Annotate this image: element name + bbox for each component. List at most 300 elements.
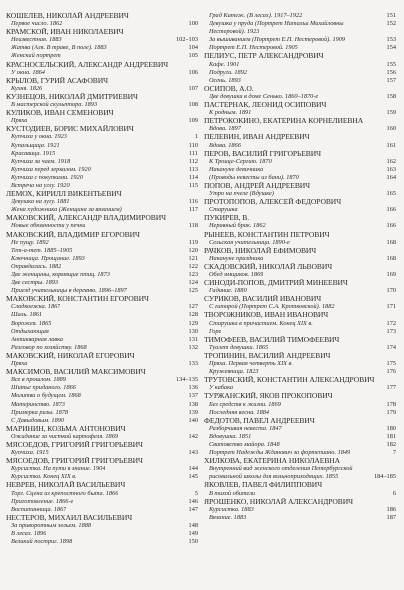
artwork-title: Воспитанница. 1867 [11, 505, 67, 513]
page-number: 175 [386, 360, 396, 368]
artwork-title: рисовальной школы для вольноприходящих. 1855 [209, 473, 339, 481]
page-number: 100 [188, 20, 198, 28]
artwork-entry [6, 538, 198, 546]
artwork-entry [204, 368, 396, 376]
artwork-entry [6, 198, 198, 206]
artwork-title: Жатва (Аля. В траве, В поле). 1883 [11, 44, 107, 52]
artwork-title: Кафе. 1901 [209, 60, 240, 68]
page-number: 176 [386, 368, 396, 376]
artwork-title: Подруги. 1892 [209, 68, 248, 76]
artwork-title: Горе [209, 327, 222, 335]
page-number: 112 [188, 157, 198, 165]
artwork-title: (Проводы невесты из бани). 1870 [209, 173, 299, 181]
artwork-entry [6, 409, 198, 417]
page-number: 138 [188, 400, 198, 408]
artwork-entry [6, 36, 198, 44]
artwork-title: Старушка [209, 206, 238, 214]
artwork-entry [6, 506, 198, 514]
artist-name: КОШЕЛЕВ, НИКОЛАЙ АНДРЕЕВИЧ [6, 12, 129, 20]
artwork-entry [6, 182, 198, 190]
artist-name: ТРОПИНИН, ВАСИЛИЙ АНДРЕЕВИЧ [204, 351, 331, 360]
page-number: 146 [188, 497, 198, 505]
artwork-entry [204, 465, 396, 473]
artwork-entry [204, 125, 396, 133]
artwork-entry [204, 222, 396, 230]
artwork-title: У окна. 1864 [11, 68, 45, 76]
page-number: 6 [392, 489, 396, 497]
artist-heading [6, 514, 198, 522]
artwork-title: Разговор по хозяйству. 1868 [11, 343, 87, 351]
artwork-title: За вышиванием (Портрет Е.П. Нестеровой). 1909 [209, 36, 346, 44]
artwork-entry [6, 166, 198, 174]
artist-name: ПЕРОВ, ВАСИЛИЙ ГРИГОРЬЕВИЧ [204, 149, 321, 158]
artwork-entry [6, 384, 198, 392]
artist-name: СКАДОВСКИЙ, НИКОЛАЙ ЛЬВОВИЧ [204, 262, 333, 271]
artwork-entry [204, 344, 396, 352]
artwork-entry [6, 376, 198, 384]
page-number: 118 [188, 222, 198, 230]
artwork-entry [6, 530, 198, 538]
artist-name: РАЧКОВ, НИКОЛАЙ ЕФИМОВИЧ [204, 246, 317, 255]
artwork-title: Купчиха за чаем. 1918 [11, 157, 71, 165]
artwork-entry [204, 401, 396, 409]
page-number: 161 [386, 141, 396, 149]
artist-name: КРАМСКОЙ, ИВАН НИКОЛАЕВИЧ [6, 28, 124, 37]
artwork-entry [6, 490, 198, 498]
artwork-title: Встреча на углу. 1920 [11, 181, 70, 189]
artwork-title: Первое число. 1862 [11, 20, 63, 28]
page-number: 132 [188, 343, 198, 351]
page-number: 109 [188, 117, 198, 125]
artwork-entry [6, 158, 198, 166]
artwork-entry [6, 336, 198, 344]
artwork-entry [6, 101, 198, 109]
artwork-entry [204, 506, 396, 514]
artwork-entry [204, 384, 396, 392]
artwork-title: Купчиха с покупками. 1920 [11, 173, 83, 181]
artwork-entry [6, 20, 198, 28]
artwork-title: Тет-а-тет. 1885–1905 [11, 246, 73, 254]
artist-name: ФЕДОТОВ, ПАВЕЛ АНДРЕЕВИЧ [204, 416, 315, 425]
artist-name: КУЛИКОВ, ИВАН СЕМЕНОВИЧ [6, 109, 114, 118]
artist-heading [204, 52, 396, 60]
page-number: 187 [386, 513, 396, 521]
artwork-entry [204, 490, 396, 498]
page-number: 142 [188, 432, 198, 440]
artwork-title: Накануне девичника [209, 165, 264, 173]
page-number: 182 [386, 440, 396, 448]
page-number: 121 [188, 254, 198, 262]
artwork-title: Отдыхающая [11, 327, 49, 335]
artwork-entry [6, 433, 198, 441]
artwork-entry [6, 498, 198, 506]
artwork-entry [204, 61, 396, 69]
page-number: 131 [188, 335, 198, 343]
page-number: 128 [188, 311, 198, 319]
artwork-entry [6, 69, 198, 77]
artwork-title: Две сестры. 1893 [11, 279, 59, 287]
artwork-entry [204, 190, 396, 198]
artist-heading [204, 263, 396, 271]
artwork-title: Материнство. 1873 [11, 400, 65, 408]
artist-name: СУРИКОВ, ВАСИЛИЙ ИВАНОВИЧ [204, 295, 322, 304]
index-right-column [204, 12, 396, 584]
artist-heading [6, 190, 198, 198]
page-number: 144 [188, 465, 198, 473]
page-number: 137 [188, 392, 198, 400]
artist-heading [6, 125, 198, 133]
artist-heading [204, 279, 396, 287]
artist-heading [204, 481, 396, 489]
artist-name: ТВОРОЖНИКОВ, ИВАН ИВАНОВИЧ [204, 311, 329, 320]
artwork-title: Накануне праздника [209, 254, 264, 262]
artwork-title: Курсистка. Конец XIX в. [11, 473, 77, 481]
page-number: 105 [188, 52, 198, 60]
artist-heading [204, 182, 396, 190]
page-number: 113 [188, 165, 198, 173]
page-number: 129 [188, 319, 198, 327]
artwork-entry [204, 433, 396, 441]
artwork-entry [6, 52, 198, 60]
artwork-title: К Троице-Сергию. 1870 [209, 157, 272, 165]
page-number: 147 [188, 505, 198, 513]
page-number: 154 [386, 44, 396, 52]
artist-heading [6, 28, 198, 36]
artist-name: МАРИНИН, КОЗЬМА АНТОНОВИЧ [6, 424, 126, 433]
page-number: 133 [188, 360, 198, 368]
artwork-title: Вдова. 1866 [209, 141, 241, 149]
artwork-title: Портрет Е.П. Нестеровой. 1905 [209, 44, 298, 52]
artwork-title: Шаль. 1861 [11, 311, 43, 319]
artwork-entry [6, 417, 198, 425]
artwork-title: Ожидание за чисткой картофеля. 1869 [11, 432, 119, 440]
artwork-title: С гитарой (Портрет С.А. Кротковской). 1882 [209, 303, 335, 311]
artwork-title: Разборчивая невеста. 1847 [209, 424, 282, 432]
page-number: 186 [386, 505, 396, 513]
artwork-title: Красавица. 1915 [11, 149, 56, 157]
artwork-title: Обед ямщиков. 1869 [209, 271, 264, 278]
artwork-title: Антикварная лавка [11, 335, 64, 343]
artwork-entry [204, 158, 396, 166]
artist-heading [6, 425, 198, 433]
artwork-entry [6, 392, 198, 400]
page-number: 117 [188, 206, 198, 214]
page-number: 179 [386, 408, 396, 416]
artwork-entry [6, 522, 198, 530]
artwork-entry [6, 150, 198, 158]
artist-heading [204, 376, 396, 384]
artist-heading [6, 12, 198, 20]
artwork-title: Приезд учительницы в деревню. 1896–1897 [11, 287, 127, 295]
artwork-title: Шитье приданого. 1866 [11, 384, 76, 392]
artwork-title: За приворотным зельем. 1888 [11, 521, 92, 529]
artwork-entry [6, 85, 198, 93]
artwork-title: Молитва о будущем. 1868 [11, 392, 81, 400]
artist-name: ПЕТРОКОКИНО, ЕКАТЕРИНА КОРНЕЛИЕВНА [204, 117, 364, 126]
artist-heading [204, 417, 396, 425]
artwork-entry [6, 473, 198, 481]
artwork-entry [204, 69, 396, 77]
artwork-entry [6, 133, 198, 141]
artwork-entry [6, 303, 198, 311]
artwork-title: Купчиха. 1915 [11, 449, 49, 457]
artist-name: ЛЕМОХ, КИРИЛЛ ВИКЕНТЬЕВИЧ [6, 190, 122, 199]
artist-heading [204, 150, 396, 158]
artist-heading [204, 198, 396, 206]
artist-name: ПАСТЕРНАК, ЛЕОНИД ОСИПОВИЧ [204, 101, 327, 110]
page-number: 163 [386, 165, 396, 173]
artwork-entry [204, 303, 396, 311]
page-number: 180 [386, 424, 396, 432]
artwork-entry [204, 166, 396, 174]
page-number: 166 [386, 206, 396, 214]
artwork-entry [204, 109, 396, 117]
artist-heading [204, 214, 396, 222]
artist-heading [204, 231, 396, 239]
artwork-entry [6, 117, 198, 125]
artwork-title: Портрет Надежды Жданович за фортепиано. 1849 [209, 449, 351, 457]
page-number: 170 [386, 287, 396, 295]
artist-heading [6, 77, 198, 85]
artwork-title: Утро на пчеле (Вдушке) [209, 190, 274, 198]
artwork-title: Купчиха у окна. 1923 [11, 133, 67, 141]
artist-name: КРЫЛОВ, ГУРИЙ АСАФОВИЧ [6, 76, 108, 85]
page-number: 7 [392, 449, 396, 457]
artwork-title: Старушка в причастием. Конец XIX в. [209, 319, 313, 327]
artwork-title: Град Китеж. (В лесах). 1917–1922 [209, 12, 303, 19]
page-number: 108 [188, 101, 198, 109]
artwork-entry [204, 360, 396, 368]
page-number: 166 [386, 222, 396, 230]
artwork-entry [204, 320, 396, 328]
page-number: 168 [386, 254, 396, 262]
artwork-title: Последняя весна. 1884 [209, 408, 270, 416]
artist-name: НЕСТЕРОВ, МИХАИЛ ВАСИЛЬЕВИЧ [6, 513, 133, 522]
page-number: 149 [188, 530, 198, 537]
artist-heading [204, 336, 396, 344]
artwork-entry [6, 239, 198, 247]
artist-heading [204, 352, 396, 360]
artwork-entry [6, 401, 198, 409]
artist-heading [204, 392, 396, 400]
artwork-entry [6, 311, 198, 319]
artwork-title: Сельская учительница. 1890-е [209, 238, 290, 246]
artist-heading [204, 498, 396, 506]
page-number: 159 [386, 109, 396, 117]
artist-name: РЫНЕЕВ, КОНСТАНТИН ПЕТРОВИЧ [204, 230, 330, 239]
artist-heading [204, 101, 396, 109]
artist-name: МАКОВСКИЙ, ВЛАДИМИР ЕГОРОВИЧ [6, 230, 140, 239]
artwork-title: Купальщица. 1921 [11, 141, 60, 149]
artist-name: ПРОТОПОПОВ, АЛЕКСЕЙ ФЕДОРОВИЧ [204, 198, 342, 207]
page-number: 116 [188, 198, 198, 206]
artist-name: ПЕЛИУС, ПЕТР АЛЕКСАНДРОВИЧ [204, 52, 324, 61]
artwork-title: Сватовство майора. 1848 [209, 440, 280, 448]
artwork-entry [204, 287, 396, 295]
artwork-title: Кружевница. 1823 [209, 368, 259, 376]
artwork-title: В лесах. 1896 [11, 530, 47, 537]
page-number: 158 [386, 92, 396, 100]
artwork-entry [6, 287, 198, 295]
artist-heading [204, 85, 396, 93]
artwork-title: Пряха [11, 360, 28, 368]
artwork-title: Осень. 1893 [209, 76, 241, 84]
artist-heading [204, 295, 396, 303]
artist-heading [6, 214, 198, 222]
artwork-title: Новые обязанности у печки [11, 222, 86, 230]
artist-name: ХИЛКОВА, ЕКАТЕРИНА НИКОЛАЕВНА [204, 457, 341, 466]
artwork-entry [6, 44, 198, 52]
artist-name: ТРУТОВСКИЙ, КОНСТАНТИН АЛЕКСАНДРОВИЧ [204, 376, 375, 385]
artwork-entry [6, 465, 198, 473]
artist-heading [6, 109, 198, 117]
artist-name: МЯСОЕДОВ, ГРИГОРИЙ ГРИГОРЬЕВИЧ [6, 457, 143, 466]
page-number: 111 [189, 149, 198, 157]
artwork-title: Ключница. Прощание. 1893 [11, 254, 85, 262]
artwork-entry [204, 409, 396, 417]
page-number: 168 [386, 238, 396, 246]
artwork-entry [204, 44, 396, 52]
artwork-title: Пряха [11, 117, 28, 125]
artist-heading [204, 457, 396, 465]
artwork-entry [6, 328, 198, 336]
artwork-entry [6, 449, 198, 457]
artwork-entry [204, 239, 396, 247]
page-number: 140 [188, 416, 198, 424]
page-number: 120 [188, 246, 198, 254]
artist-heading [6, 231, 198, 239]
artwork-title: Девушка у пруда (Портрет Натальи Михайловны [209, 20, 344, 28]
artist-heading [204, 311, 396, 319]
artwork-title: Неизвестная. 1883 [11, 36, 62, 44]
page-number: 169 [386, 271, 396, 278]
page-number: 106 [188, 68, 198, 76]
artwork-title: Девушка на лугу. 1881 [11, 198, 70, 206]
artist-name: МЯСОЕДОВ, ГРИГОРИЙ ГРИГОРЬЕВИЧ [6, 440, 143, 449]
page-number: 172 [386, 319, 396, 327]
artist-name: ЯРОШЕНКО, НИКОЛАЙ АЛЕКСАНДРОВИЧ [204, 497, 353, 506]
page-number: 1 [194, 133, 198, 141]
artist-name: КРАСНОСЕЛЬСКИЙ, АЛЕКСАНДР АНДРЕЕВИЧ [6, 60, 169, 69]
artwork-title: Торг. Сцена из крепостного быта. 1866 [11, 489, 119, 497]
artwork-title: Внутренний вид женского отделения Петербургской [209, 465, 353, 473]
artwork-title: Пряха. Первая четверть XIX в. [209, 360, 293, 368]
artist-name: НЕВРЕВ, НИКОЛАЙ ВАСИЛЬЕВИЧ [6, 481, 126, 490]
artwork-title: Оправдалась. 1882 [11, 262, 62, 270]
page-number: 184–185 [373, 473, 396, 481]
page-number: 148 [188, 521, 198, 529]
artist-heading [6, 352, 198, 360]
artwork-title: Неравный брак. 1862 [209, 222, 266, 230]
page-number: 181 [386, 432, 396, 440]
artwork-title: Не пущу. 1892 [11, 238, 49, 246]
artwork-title: Все в прошлом. 1889 [11, 376, 66, 384]
artist-name: ТУРЖАНСКИЙ, ЯКОВ ПРОКОПОВИЧ [204, 392, 333, 401]
artwork-title: Две женщины, кормящие птиц. 1873 [11, 271, 110, 278]
artwork-entry [204, 441, 396, 449]
artwork-title: Великий постриг. 1898 [11, 538, 73, 546]
artwork-title: Курсистка. На пути в знание. 1904 [11, 465, 106, 473]
artist-name: ОСИПОВ, А.О. [204, 84, 254, 93]
page-number: 171 [386, 303, 396, 311]
artwork-entry [204, 36, 396, 44]
artist-name: СИНОДИ-ПОПОВ, ДМИТРИЙ МИНЕЕВИЧ [204, 279, 348, 288]
artwork-entry [6, 263, 198, 271]
artwork-entry [6, 255, 198, 263]
page-number: 119 [188, 238, 198, 246]
artwork-entry [204, 20, 396, 28]
artwork-entry [6, 222, 198, 230]
page-number: 145 [188, 473, 198, 481]
artwork-title: Две девушки в доме Сенько. 1860–1870-е [209, 92, 319, 100]
artwork-entry [204, 206, 396, 214]
page-number: 151 [386, 12, 396, 19]
artwork-title: Сладкоежка. 1867 [11, 303, 61, 311]
artwork-entry [6, 206, 198, 214]
index-left-column [6, 12, 198, 584]
page-number: 134–135 [175, 376, 198, 384]
page-number: 102–103 [175, 36, 198, 44]
page-number: 160 [386, 125, 396, 133]
artwork-entry [6, 344, 198, 352]
page-number: 178 [386, 400, 396, 408]
page-number: 122 [188, 262, 198, 270]
artwork-entry [204, 271, 396, 279]
page-number: 123 [188, 271, 198, 278]
artist-heading [6, 441, 198, 449]
artist-heading [204, 117, 396, 125]
page-number: 107 [188, 84, 198, 92]
artwork-entry [204, 142, 396, 150]
artist-heading [6, 368, 198, 376]
artwork-entry [204, 12, 396, 20]
page-number: 124 [188, 279, 198, 287]
artist-name: ПУКИРЕВ, В. [204, 214, 249, 223]
page-number: 155 [386, 60, 396, 68]
artwork-title: Женский портрет [11, 52, 61, 60]
artwork-entry [6, 279, 198, 287]
artwork-entry [204, 174, 396, 182]
artwork-title: Примерка ризы. 1878 [11, 408, 69, 416]
artwork-title: Вдова. 1897 [209, 125, 241, 133]
page-number: 152 [386, 20, 396, 28]
artwork-title: Без средств к жизни. 1869 [209, 400, 281, 408]
artwork-title: Туалет девушки. 1865 [209, 343, 269, 351]
artwork-title: Гадание. 1880 [209, 287, 247, 295]
artwork-entry [6, 360, 198, 368]
page-number: 153 [386, 36, 396, 44]
artwork-entry [204, 473, 396, 481]
page-number: 150 [188, 538, 198, 546]
artwork-title: Вязание. 1883 [209, 513, 247, 521]
artist-name: МАКСИМОВ, ВАСИЛИЙ МАКСИМОВИЧ [6, 368, 146, 377]
artist-name: КУСТОДИЕВ, БОРИС МИХАЙЛОВИЧ [6, 125, 134, 134]
artist-name: ТИМОФЕЕВ, ВАСИЛИЙ ТИМОФЕЕВИЧ [204, 335, 340, 344]
page-number: 164 [386, 173, 396, 181]
artwork-entry [6, 142, 198, 150]
artwork-entry [204, 328, 396, 336]
artwork-entry [6, 271, 198, 279]
artwork-entry [204, 77, 396, 85]
artwork-title: У кабака [209, 384, 234, 392]
page-number: 173 [386, 327, 396, 335]
artwork-title: Нестеровой). 1923 [209, 28, 260, 36]
artwork-title: Приготовление. 1866-е [11, 497, 74, 505]
page-number: 174 [386, 343, 396, 351]
artwork-title: С Давыдовым. 1890 [11, 416, 65, 424]
artwork-title: Купчиха перед зеркалом. 1920 [11, 165, 91, 173]
artist-name: ЯКОВЛЕВ, ПАВЕЛ ФИЛИППОВИЧ [204, 481, 323, 490]
